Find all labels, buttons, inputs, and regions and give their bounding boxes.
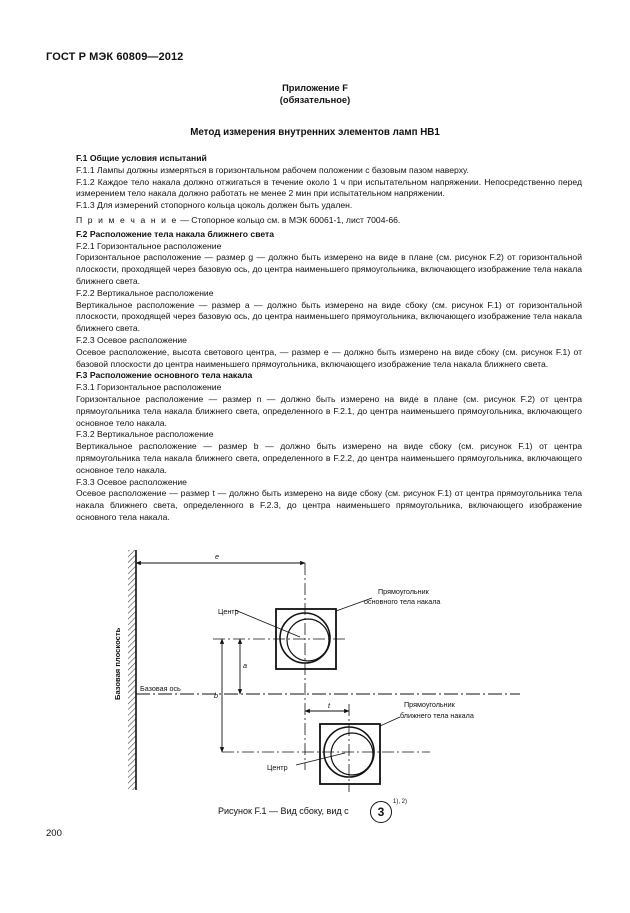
section-f3-heading: F.3 Расположение основного тела накала (76, 370, 253, 381)
clause-f32-title: F.3.2 Вертикальное расположение (76, 429, 214, 440)
clause-f12-text: F.1.2 Каждое тело накала должно отжигаться в течение около 1 ч при испытательном напряжении. Непосредственно перед измерением тело накала должно работать не менее 2 мин при испытательном напряжении. (76, 176, 582, 199)
center-leader-top (235, 610, 300, 637)
clause-f13: F.1.3 Для измерений стопорного кольца цоколь должен быть удален. (76, 200, 353, 211)
main-filament-circle-inner (287, 619, 329, 661)
clause-f22-text: Вертикальное расположение — размер a — должно быть измерено на виде сбоку (см. рисунок F.1) от горизонтальной плоскости, проходящей через базовую ось, до центра наименьшего прямоугольника, включающего изображение тела накала ближнего света. (76, 299, 582, 334)
figure-caption: Рисунок F.1 — Вид сбоку, вид с (218, 806, 349, 816)
clause-f21-text: Горизонтальное расположение — размер g — должно быть измерено на виде в плане (см. рисунок F.2) от горизонтальной плоскости, проходящей через базовую ось, до центра наименьшего прямоугольника, включающего изображение тела накала ближнего света. (76, 252, 582, 286)
page-number: 200 (46, 828, 62, 839)
clause-f31-title: F.3.1 Горизонтальное расположение (76, 382, 222, 393)
clause-f33-text: Осевое расположение — размер t — должно быть измерено на виде сбоку (см. рисунок F.1) от центра прямоугольника тела накала ближнего света, определенного в F.2.3, до центра наименьшего прямоугольника, включающего изображение основного тела накала. (76, 488, 582, 522)
center-label-top: Центр (218, 607, 239, 616)
note-label: П р и м е ч а н и е (76, 214, 178, 225)
note-text: — Стопорное кольцо см. в МЭК 60061-1, лист 7004-66. (177, 214, 401, 225)
main-rect-label-1: Прямоугольник (378, 587, 429, 596)
section-f2-heading: F.2 Расположение тела накала ближнего света (76, 228, 275, 239)
main-rect-label-2: основного тела накала (364, 597, 441, 606)
document-header: ГОСТ Р МЭК 60809—2012 (46, 51, 184, 63)
annex-status: (обязательное) (279, 95, 351, 105)
caption-footnotes: 1), 2) (393, 799, 408, 805)
clause-f22-title: F.2.2 Вертикальное расположение (76, 287, 214, 298)
reference-plane-hatch (128, 550, 136, 790)
low-rect-label-1: Прямоугольник (404, 700, 455, 709)
low-rect-leader (380, 717, 400, 726)
center-label-bottom: Центр (267, 763, 288, 772)
low-rect-label-2: ближнего тела накала (400, 711, 474, 720)
dim-a-label: a (243, 661, 247, 670)
section-f1-heading: F.1 Общие условия испытаний (76, 153, 207, 163)
clause-f31-text: Горизонтальное расположение — размер n — должно быть измерено на виде в плане (см. рисунок F.2) от центра прямоугольника тела накала ближнего света, определенного в F.2.1, до центра наименьшего прямоугольника, включающего основное тело накала. (76, 393, 582, 428)
method-title: Метод измерения внутренних элементов ламп HB1 (190, 127, 440, 138)
clause-f21-title: F.2.1 Горизонтальное расположение (76, 240, 222, 251)
dim-e-label: e (215, 552, 219, 561)
clause-f32-text: Вертикальное расположение — размер b — должно быть измерено на виде сбоку (см. рисунок F.1) от центра прямоугольника тела накала ближнего света, определенного в F.2.2, до центра наименьшего прямоугольника, включающего основное тело накала. (76, 441, 582, 475)
annex-title: Приложение F (282, 83, 348, 93)
low-beam-circle-inner (331, 733, 373, 775)
dim-t-label: t (328, 701, 330, 710)
clause-f23-title: F.2.3 Осевое расположение (76, 334, 187, 345)
clause-f11: F.1.1 Лампы должны измеряться в горизонтальном рабочем положении с базовым пазом наверху. (76, 164, 469, 175)
reference-axis-label: Базовая ось (140, 684, 181, 693)
dim-b-label: b (214, 691, 218, 700)
view-number-circle: 3 (370, 801, 392, 823)
reference-plane-label: Базовая плоскость (113, 627, 122, 700)
clause-f23-text: Осевое расположение, высота светового центра, — размер e — должно быть измерено на виде сбоку (см. рисунок F.1) от базовой плоскости до центра наименьшего прямоугольника, включающего изображение тела накала ближнего света. (76, 346, 582, 369)
clause-f33-title: F.3.3 Осевое расположение (76, 476, 187, 487)
